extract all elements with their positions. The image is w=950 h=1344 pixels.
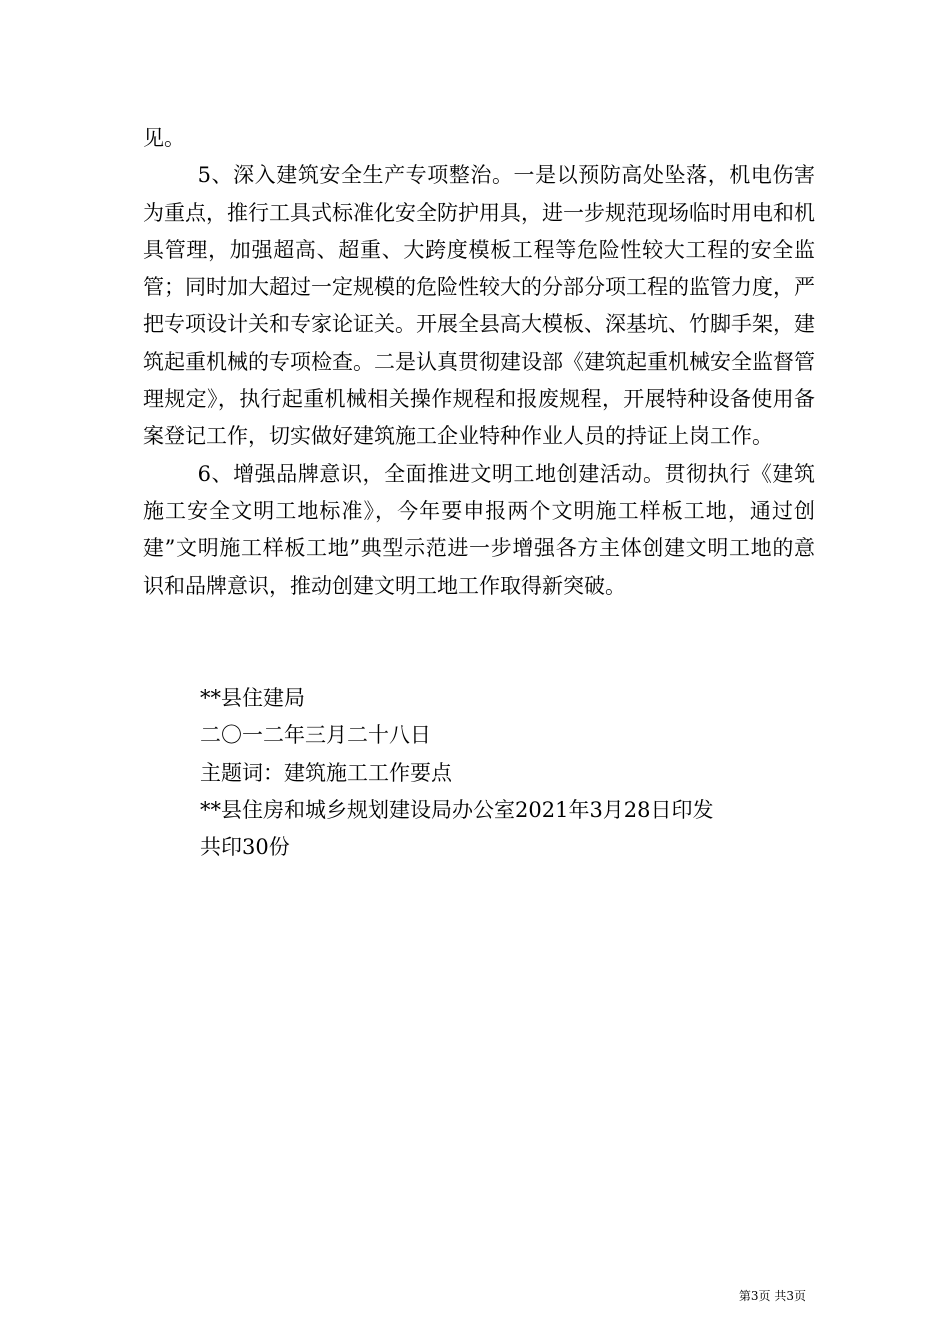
page-footer	[739, 1288, 806, 1304]
printed-by: **县住房和城乡规划建设局办公室2021年3月28日印发	[200, 797, 714, 822]
copies-count: 共印30份	[200, 835, 290, 860]
issuer-name: **县住建局	[200, 686, 305, 710]
document-closing	[200, 680, 714, 866]
continuation-text: 见。	[143, 126, 185, 150]
paragraph-6: 6、增强品牌意识，全面推进文明工地创建活动。贯彻执行《建筑施工安全文明工地标准》，今年要申报两个文明施工样板工地，通过创建”文明施工样板工地”典型示范进一步增强各方主体创建文明工地的意识和品牌意识，推动创建文明工地工作取得新突破。	[143, 461, 815, 598]
document-body	[143, 120, 815, 605]
paragraph-5: 5、深入建筑安全生产专项整治。一是以预防高处坠落，机电伤害为重点，推行工具式标准化安全防护用具，进一步规范现场临时用电和机具管理，加强超高、超重、大跨度模板工程等危险性较大工程的安全监管；同时加大超过一定规模的危险性较大的分部分项工程的监管力度，严把专项设计关和专家论证关。开展全县高大模板、深基坑、竹脚手架，建筑起重机械的专项检查。二是认真贯彻建设部《建筑起重机械安全监督管理规定》，执行起重机械相关操作规程和报废规程，开展特种设备使用备案登记工作，切实做好建筑施工企业特种作业人员的持证上岗工作。	[143, 163, 815, 449]
page-number: 第3页 共3页	[738, 1289, 806, 1303]
issue-date: 二〇一二年三月二十八日	[200, 723, 431, 748]
subject-words: 主题词：建筑施工工作要点	[200, 760, 452, 785]
